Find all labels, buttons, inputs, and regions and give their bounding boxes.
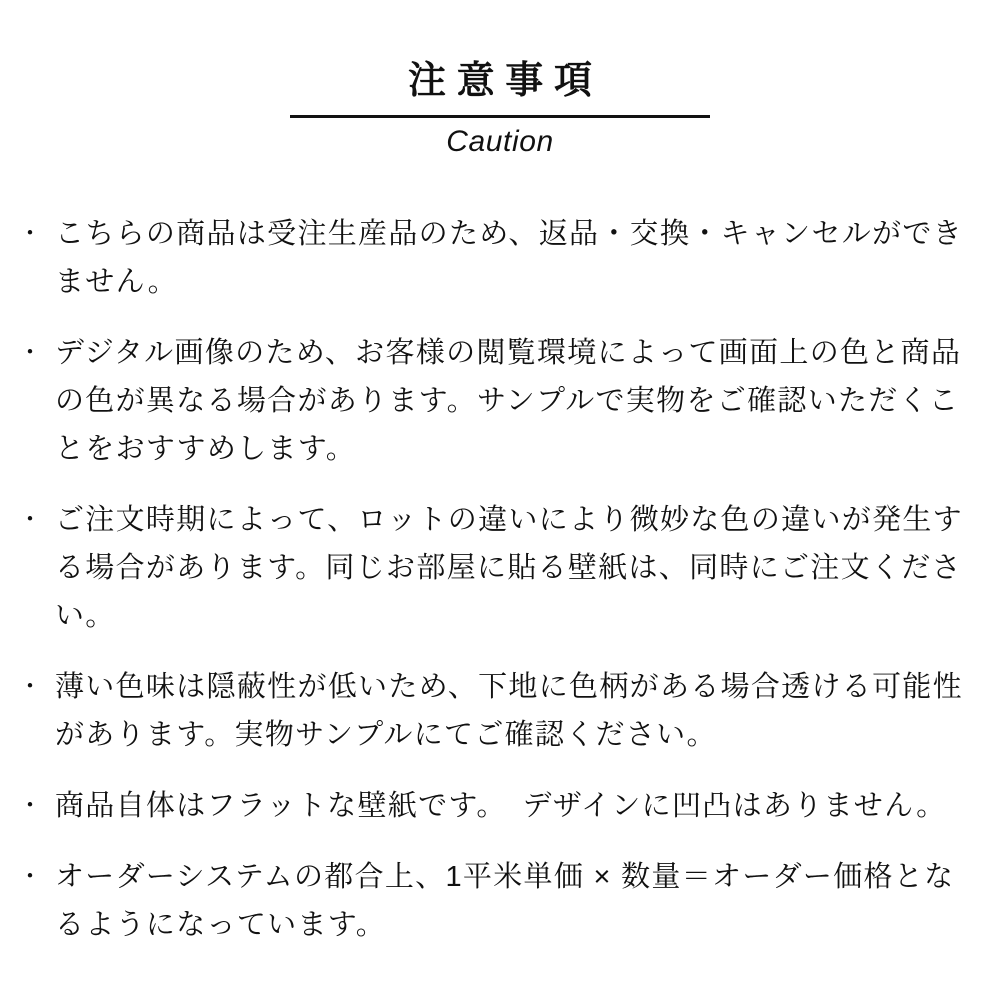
bullet-icon: ・ xyxy=(18,338,42,366)
bullet-icon: ・ xyxy=(18,219,42,247)
page-subtitle: Caution xyxy=(446,124,554,158)
page-title: 注意事項 xyxy=(408,60,603,102)
list-item xyxy=(18,853,976,949)
list-item xyxy=(18,329,976,473)
bullet-icon: ・ xyxy=(18,862,42,890)
list-item xyxy=(18,496,976,640)
caution-list xyxy=(0,210,1000,949)
list-item xyxy=(18,663,976,759)
item-text: 薄い色味は隠蔽性が低いため、下地に色柄がある場合透ける可能性があります。実物サンプルにてご確認ください。 xyxy=(55,670,963,751)
item-text: 商品自体はフラットな壁紙です。 デザインに凹凸はありません。 xyxy=(55,789,947,822)
page-header xyxy=(0,58,1000,160)
list-item xyxy=(18,782,976,830)
title-divider xyxy=(290,115,710,118)
list-item xyxy=(18,210,976,306)
bullet-icon: ・ xyxy=(18,505,42,533)
item-text: デジタル画像のため、お客様の閲覧環境によって画面上の色と商品の色が異なる場合があります。サンプルで実物をご確認いただくことをおすすめします。 xyxy=(55,336,962,465)
item-text: オーダーシステムの都合上、1平米単価 × 数量＝オーダー価格となるようになっています。 xyxy=(55,860,955,941)
bullet-icon: ・ xyxy=(18,791,42,819)
item-text: ご注文時期によって、ロットの違いにより微妙な色の違いが発生する場合があります。同じお部屋に貼る壁紙は、同時にご注文ください。 xyxy=(55,503,963,632)
bullet-icon: ・ xyxy=(18,672,42,700)
item-text: こちらの商品は受注生産品のため、返品・交換・キャンセルができません。 xyxy=(55,217,963,298)
